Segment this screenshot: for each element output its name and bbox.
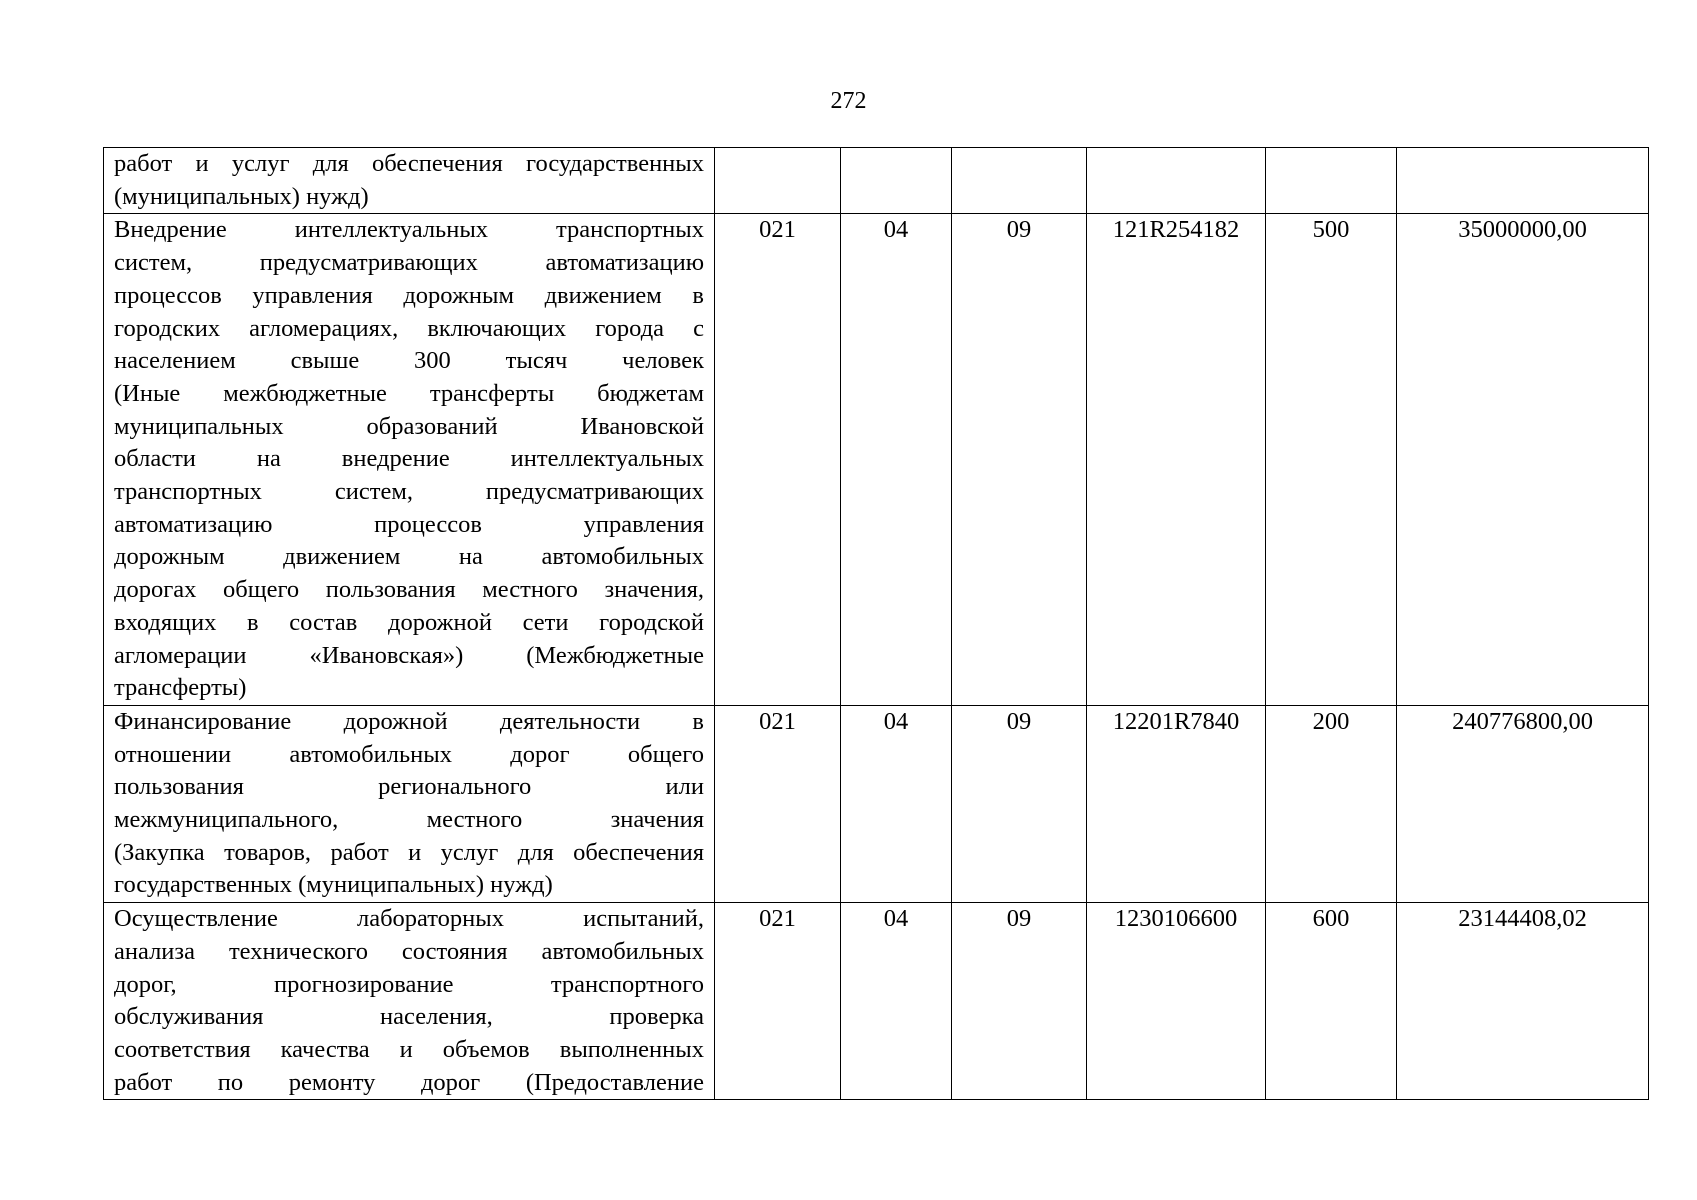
section-code-cell: 04 <box>841 903 952 1100</box>
target-article-cell: 1230106600 <box>1087 903 1266 1100</box>
table-row <box>104 214 1649 706</box>
ministry-code-cell: 021 <box>715 705 841 902</box>
amount-cell <box>1397 148 1649 214</box>
budget-table <box>103 147 1649 1100</box>
table-row <box>104 148 1649 214</box>
description-cell: работ и услуг для обеспечения государственных (муниципальных) нужд) <box>104 148 715 214</box>
amount-cell: 23144408,02 <box>1397 903 1649 1100</box>
expense-type-cell: 200 <box>1266 705 1397 902</box>
section-code-cell: 04 <box>841 214 952 706</box>
ministry-code-cell: 021 <box>715 903 841 1100</box>
subsection-code-cell: 09 <box>952 214 1087 706</box>
ministry-code-cell: 021 <box>715 214 841 706</box>
description-cell: Осуществление лабораторных испытаний, анализа технического состояния автомобильных дорог, прогнозирование транспортного обслуживания населения, проверка соответствия качества и объемов выполненных работ по ремонту дорог (Предоставление <box>104 903 715 1100</box>
section-code-cell: 04 <box>841 705 952 902</box>
page-number: 272 <box>830 88 867 114</box>
subsection-code-cell: 09 <box>952 903 1087 1100</box>
amount-cell: 35000000,00 <box>1397 214 1649 706</box>
target-article-cell: 121R254182 <box>1087 214 1266 706</box>
description-cell: Внедрение интеллектуальных транспортных систем, предусматривающих автоматизацию процессов управления дорожным движением в городских агломерациях, включающих города с населением свыше 300 тысяч человек (Иные межбюджетные трансферты бюджетам муниципальных образований Ивановской области на внедрение интеллектуальных транспортных систем, предусматривающих автоматизацию процессов управления дорожным движением на автомобильных дорогах общего пользования местного значения, входящих в состав дорожной сети городской агломерации «Ивановская») (Межбюджетные трансферты) <box>104 214 715 706</box>
subsection-code-cell <box>952 148 1087 214</box>
expense-type-cell <box>1266 148 1397 214</box>
expense-type-cell: 600 <box>1266 903 1397 1100</box>
description-cell: Финансирование дорожной деятельности в отношении автомобильных дорог общего пользования регионального или межмуниципального, местного значения (Закупка товаров, работ и услуг для обеспечения государственных (муниципальных) нужд) <box>104 705 715 902</box>
subsection-code-cell: 09 <box>952 705 1087 902</box>
section-code-cell <box>841 148 952 214</box>
ministry-code-cell <box>715 148 841 214</box>
target-article-cell: 12201R7840 <box>1087 705 1266 902</box>
target-article-cell <box>1087 148 1266 214</box>
expense-type-cell: 500 <box>1266 214 1397 706</box>
amount-cell: 240776800,00 <box>1397 705 1649 902</box>
table-row <box>104 705 1649 902</box>
table-row <box>104 903 1649 1100</box>
